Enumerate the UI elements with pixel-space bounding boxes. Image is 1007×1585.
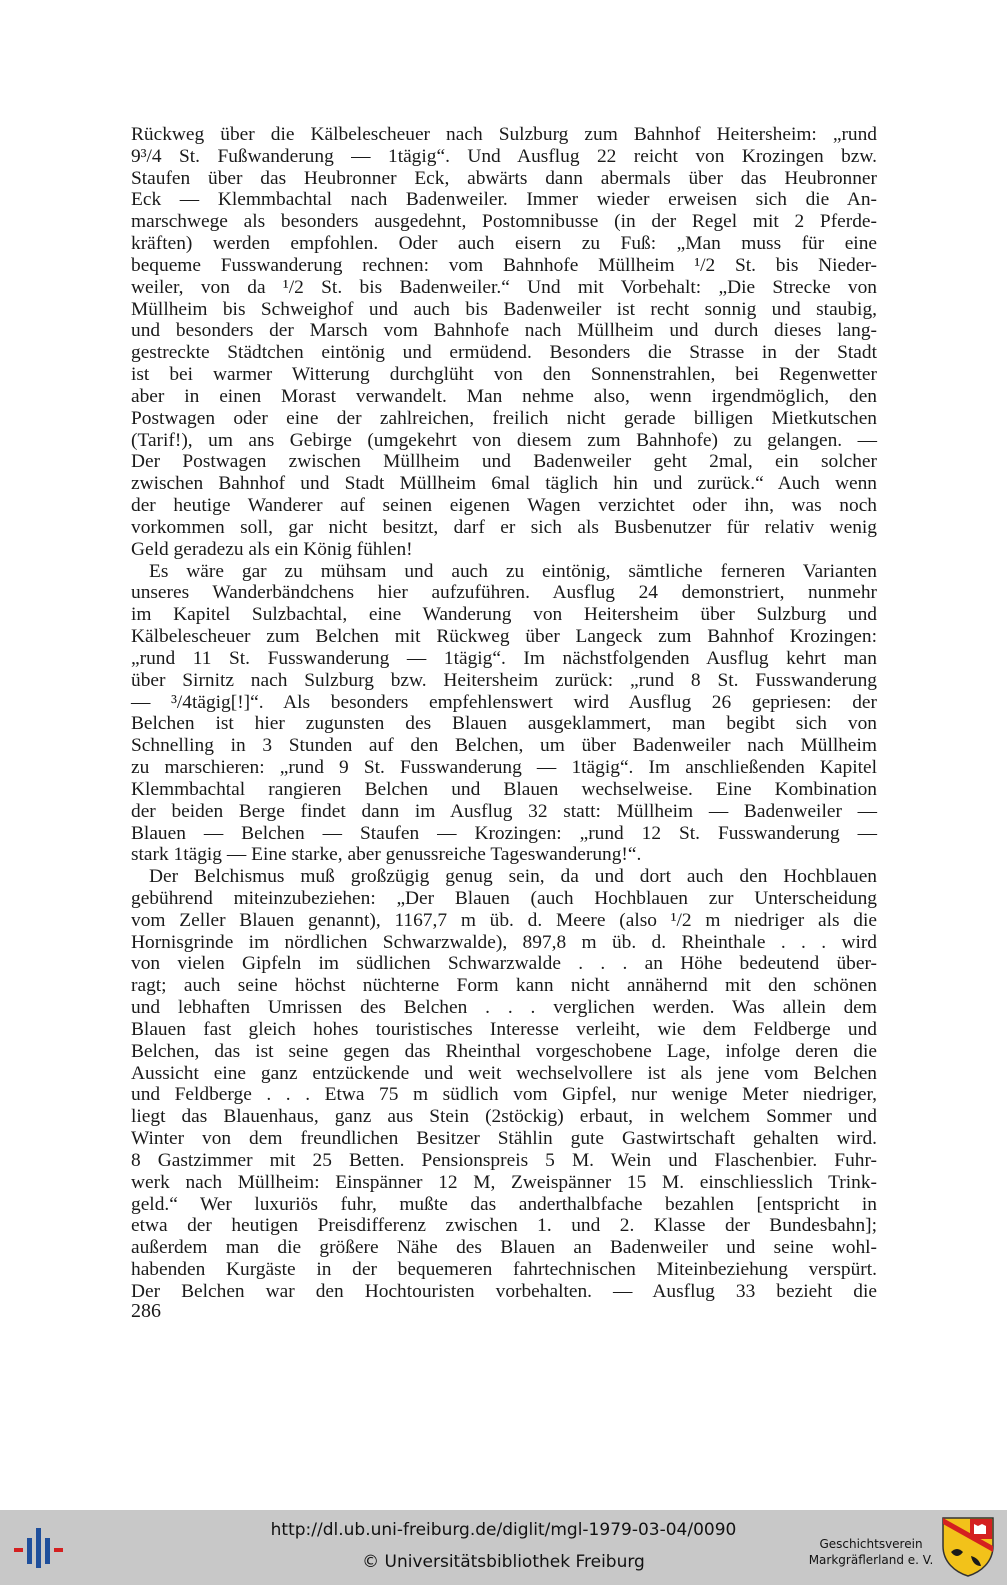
text-line: Klemmbachtal rangieren Belchen und Blauen wechselweise. Eine Kombination [131,778,877,800]
copyright-text: © Universitätsbibliothek Freiburg [362,1552,645,1572]
text-line: geld.“ Wer luxuriös fuhr, mußte das anderthalbfache bezahlen [entspricht in [131,1193,877,1215]
text-line: Postwagen oder eine der zahlreichen, freilich nicht gerade billigen Mietkutschen [131,407,877,429]
text-line: „rund 11 St. Fusswanderung — 1tägig“. Im nächstfolgenden Ausflug kehrt man [131,647,877,669]
text-line: im Kapitel Sulzbachtal, eine Wanderung von Heitersheim über Sulzburg und [131,604,877,626]
text-line: 9³/4 St. Fußwanderung — 1tägig“. Und Ausflug 22 reicht von Krozingen bzw. [131,145,877,167]
society-name [806,1536,936,1568]
text-line: liegt das Blauenhaus, ganz aus Stein (2stöckig) erbaut, in welchem Sommer und [131,1106,877,1128]
text-line: gestreckte Städtchen eintönig und ermüdend. Besonders die Strasse in der Stadt [131,342,877,364]
text-line: vom Zeller Blauen genannt), 1167,7 m üb. d. Meere (also ¹/2 m niedriger als die [131,909,877,931]
text-line: Belchen ist hier zugunsten des Blauen ausgeklammert, man begibt sich von [131,713,877,735]
text-line: Hornisgrinde im nördlichen Schwarzwalde), 897,8 m üb. d. Rheinthale . . . wird [131,931,877,953]
text-line: weiler, von da ¹/2 St. bis Badenweiler.“ Und mit Vorbehalt: „Die Strecke von [131,276,877,298]
text-line: Es wäre gar zu mühsam und auch zu eintönig, sämtliche ferneren Varianten [149,560,877,582]
text-line: (Tarif!), um ans Gebirge (umgekehrt von diesem zum Bahnhofe) zu gelangen. — [131,429,877,451]
text-line: bequeme Fusswanderung rechnen: vom Bahnhofe Müllheim ¹/2 St. bis Nieder- [131,254,877,276]
text-line: marschwege als besonders ausgedehnt, Postomnibusse (in der Regel mit 2 Pferde- [131,211,877,233]
text-line: Kälbelescheuer zum Belchen mit Rückweg über Langeck zum Bahnhof Krozingen: [131,626,877,648]
text-line: außerdem man die größere Nähe des Blauen an Badenweiler und seine wohl- [131,1237,877,1259]
text-line: aber in einen Morast verwandelt. Man nehme also, wenn irgendmöglich, den [131,385,877,407]
text-line: Geld geradezu als ein König fühlen! [131,538,413,560]
text-line: vorkommen soll, gar nicht besitzt, darf er sich als Busbenutzer für relativ wenig [131,516,877,538]
page-number: 286 [131,1300,161,1322]
text-line: unseres Wanderbändchens hier aufzuführen. Ausflug 24 demonstriert, nunmehr [131,582,877,604]
text-line: gebührend miteinzubeziehen: „Der Blauen (auch Hochblauen zur Unterscheidung [131,887,877,909]
text-line: der heutige Wanderer auf seinen eigenen Wagen verzichtet oder ihn, was noch [131,495,877,517]
text-line: und besonders der Marsch vom Bahnhofe nach Müllheim und durch dieses lang- [131,320,877,342]
body-text [131,124,877,1303]
text-line: zu marschieren: „rund 9 St. Fusswanderung — 1tägig“. Im anschließenden Kapitel [131,757,877,779]
text-line: Aussicht eine ganz entzückende und weit wechselvollere ist als jene vom Belchen [131,1062,877,1084]
text-line: ragt; auch seine höchst nüchterne Form kann nicht annähernd mit den schönen [131,975,877,997]
text-line: kräften) werden empfohlen. Oder auch eisern zu Fuß: „Man muss für eine [131,233,877,255]
text-line: etwa der heutigen Preisdifferenz zwischen 1. und 2. Klasse der Bundesbahn]; [131,1215,877,1237]
text-line: werk nach Müllheim: Einspänner 12 M, Zweispänner 15 M. einschliesslich Trink- [131,1171,877,1193]
text-line: Blauen fast gleich hohes touristisches Interesse verleiht, wie dem Feldberge und [131,1018,877,1040]
text-line: und lebhaften Umrissen des Belchen . . . verglichen werden. Was allein dem [131,997,877,1019]
text-line: von vielen Gipfeln im südlichen Schwarzwalde . . . an Höhe bedeutend über- [131,953,877,975]
text-line: Der Belchen war den Hochtouristen vorbehalten. — Ausflug 33 bezieht die [131,1280,877,1302]
society-name-line1: Geschichtsverein [819,1537,923,1551]
text-line: — ³/4tägig[!]“. Als besonders empfehlenswert wird Ausflug 26 gepriesen: der [131,691,877,713]
text-line: der beiden Berge findet dann im Ausflug 32 statt: Müllheim — Badenweiler — [131,800,877,822]
text-line: habenden Kurgäste in der bequemeren fahrtechnischen Miteinbeziehung verspürt. [131,1259,877,1281]
society-name-line2: Markgräflerland e. V. [808,1553,934,1567]
text-line: 8 Gastzimmer mit 25 Betten. Pensionspreis 5 M. Wein und Flaschenbier. Fuhr- [131,1149,877,1171]
text-line: Staufen über das Heubronner Eck, abwärts dann abermals über das Heubronner [131,167,877,189]
text-line: stark 1tägig — Eine starke, aber genussreiche Tageswanderung!“. [131,844,642,866]
viewer-footer [0,1510,1007,1585]
text-line: Der Postwagen zwischen Müllheim und Badenweiler geht 2mal, ein solcher [131,451,877,473]
text-line: über Sirnitz nach Sulzburg bzw. Heitersheim zurück: „rund 8 St. Fusswanderung [131,669,877,691]
text-line: Schnelling in 3 Stunden auf den Belchen, um über Badenweiler nach Müllheim [131,735,877,757]
text-line: Rückweg über die Kälbelescheuer nach Sulzburg zum Bahnhof Heitersheim: „rund [131,124,877,145]
text-line: Der Belchismus muß großzügig genug sein, da und dort auch den Hochblauen [149,866,877,888]
text-line: Belchen, das ist seine gegen das Rheinthal vorgeschobene Lage, infolge deren die [131,1040,877,1062]
text-line: ist bei warmer Witterung durchglüht von den Sonnenstrahlen, bei Regenwetter [131,364,877,386]
text-line: zwischen Bahnhof und Stadt Müllheim 6mal täglich hin und zurück.“ Auch wenn [131,473,877,495]
text-line: Eck — Klemmbachtal nach Badenweiler. Immer wieder erweisen sich die An- [131,189,877,211]
text-line: und Feldberge . . . Etwa 75 m südlich vom Gipfel, nur wenige Meter niedriger, [131,1084,877,1106]
text-line: Blauen — Belchen — Staufen — Krozingen: „rund 12 St. Fusswanderung — [131,822,877,844]
text-line: Müllheim bis Schweighof und auch bis Badenweiler ist recht sonnig und staubig, [131,298,877,320]
text-line: Winter von dem freundlichen Besitzer Stählin gute Gastwirtschaft gehalten wird. [131,1128,877,1150]
document-url-link[interactable]: http://dl.ub.uni-freiburg.de/diglit/mgl-1979-03-04/0090 [270,1520,737,1540]
coat-of-arms-icon [941,1516,995,1578]
